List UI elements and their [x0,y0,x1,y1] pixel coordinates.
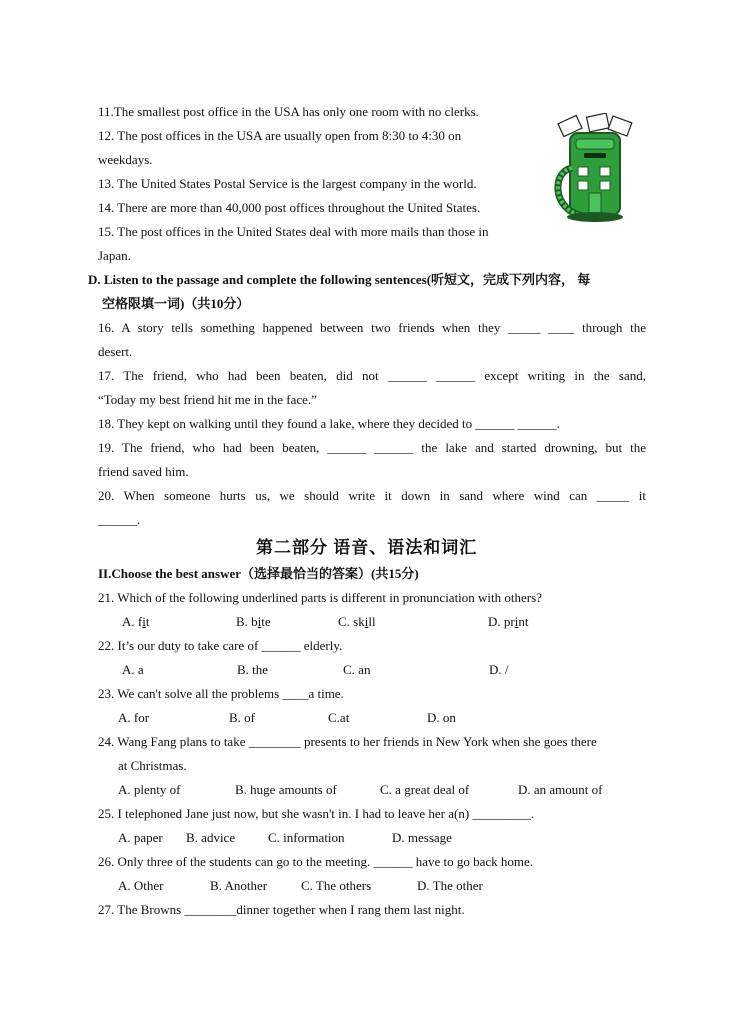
option-21-b: B. bite [236,614,271,629]
statement-14: 14. There are more than 40,000 post offices throughout the United States. [98,200,481,215]
section-ii-title: II.Choose the best answer（选择最恰当的答案）(共15分) [98,566,419,581]
fill-in-19: 19. The friend, who had been beaten, ______ ______ the lake and started drowning, but the [98,440,646,455]
mailbox-illustration [552,113,636,225]
option-22-a: A. a [122,662,144,677]
statement-12: 12. The post offices in the USA are usually open from 8:30 to 4:30 on [98,128,462,143]
fill-in-19-cont: friend saved him. [98,464,189,479]
question-27: 27. The Browns ________dinner together when I rang them last night. [98,902,465,917]
option-24-c: C. a great deal of [380,782,470,797]
option-24-b: B. huge amounts of [235,782,337,797]
fill-in-20-cont: ______. [98,512,141,527]
question-24-cont: at Christmas. [118,758,187,773]
question-25: 25. I telephoned Jane just now, but she wasn't in. I had to leave her a(n) _________. [98,806,535,821]
option-24-d: D. an amount of [518,782,603,797]
fill-in-17-cont: “Today my best friend hit me in the face.” [98,392,317,407]
question-26: 26. Only three of the students can go to the meeting. ______ have to go back home. [98,854,534,869]
fill-in-16-cont: desert. [98,344,133,359]
option-23-a: A. for [118,710,150,725]
option-22-d: D. / [489,662,509,677]
option-21-a: A. fit [122,614,150,629]
option-26-c: C. The others [301,878,372,893]
option-21-d: D. print [488,614,529,629]
option-24-a: A. plenty of [118,782,181,797]
statement-15: 15. The post offices in the United States deal with more mails than those in [98,224,489,239]
option-26-d: D. The other [417,878,483,893]
fill-in-20: 20. When someone hurts us, we should write it down in sand where wind can _____ it [98,488,646,503]
option-23-b: B. of [229,710,255,725]
option-22-b: B. the [237,662,269,677]
option-25-a: A. paper [118,830,163,845]
statement-13: 13. The United States Postal Service is the largest company in the world. [98,176,477,191]
fill-in-17: 17. The friend, who had been beaten, did not ______ ______ except writing in the sand, [98,368,646,383]
option-26-a: A. Other [118,878,164,893]
fill-in-18: 18. They kept on walking until they found a lake, where they decided to ______ ______. [98,416,560,431]
fill-in-16: 16. A story tells something happened between two friends when they _____ ____ through the [98,320,646,335]
option-23-d: D. on [427,710,456,725]
option-21-c: C. skill [338,614,376,629]
question-23: 23. We can't solve all the problems ____a time. [98,686,344,701]
section-d-title-cont: 空格限填一词)（共10分） [102,296,250,311]
option-25-b: B. advice [186,830,236,845]
question-22: 22. It’s our duty to take care of ______ elderly. [98,638,343,653]
statement-11: 11.The smallest post office in the USA has only one room with no clerks. [98,104,479,119]
option-23-c: C.at [328,710,350,725]
option-25-d: D. message [392,830,452,845]
option-22-c: C. an [343,662,371,677]
question-21: 21. Which of the following underlined parts is different in pronunciation with others? [98,590,542,605]
section-d-title: D. Listen to the passage and complete the following sentences(听短文，完成下列内容， 每 [88,272,591,287]
question-24: 24. Wang Fang plans to take ________ presents to her friends in New York when she goes there [98,734,597,749]
option-26-b: B. Another [210,878,268,893]
option-25-c: C. information [268,830,345,845]
part-two-heading: 第二部分 语音、语法和词汇 [256,538,478,557]
statement-15-cont: Japan. [98,248,131,263]
statement-12-cont: weekdays. [98,152,153,167]
